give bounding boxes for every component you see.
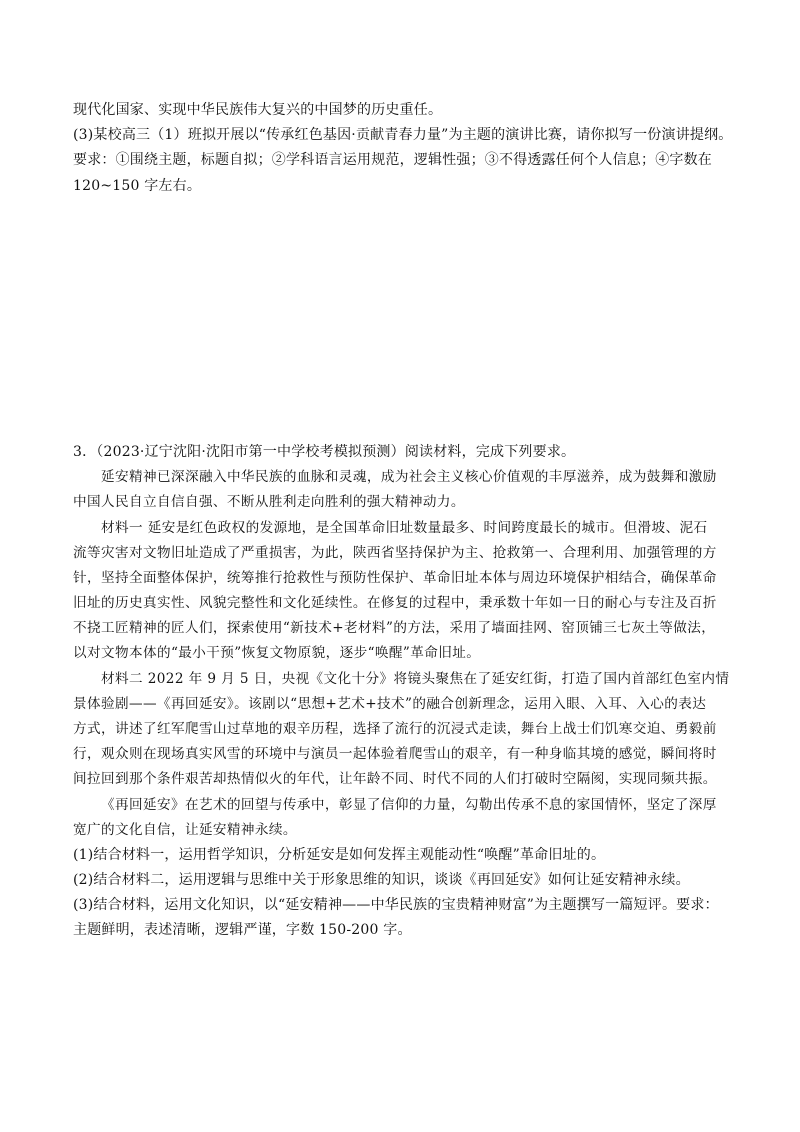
material-2-line: 间拉回到那个条件艰苦却热情似火的年代，让年龄不同、时代不同的人们打破时空隔阂，实现同频共振。	[73, 771, 717, 787]
material-2-line: 行，观众则在现场真实风雪的环境中与演员一起体验着爬雪山的艰辛，有一种身临其境的感觉，瞬间将时	[73, 746, 717, 762]
material-2-line: 材料二 2022 年 9 月 5 日，央视《文化十分》将镜头聚焦在了延安红街，打造了国内首部红色室内情	[101, 671, 730, 687]
requirements-line: 120~150 字左右。	[73, 178, 202, 194]
question-part-3: (3)某校高三（1）班拟开展以“传承红色基因·贡献青春力量”为主题的演讲比赛，请你拟写一份演讲提纲。	[73, 127, 733, 143]
summary-line: 宽广的文化自信，让延安精神永续。	[73, 822, 297, 838]
requirements-line: 要求：①围绕主题，标题自拟；②学科语言运用规范，逻辑性强；③不得透露任何个人信息；④字数在	[73, 152, 712, 168]
intro-line: 延安精神已深深融入中华民族的血脉和灵魂，成为社会主义核心价值观的丰厚滋养，成为鼓舞和激励	[101, 469, 717, 485]
task-2: (2)结合材料二，运用逻辑与思维中关于形象思维的知识，谈谈《再回延安》如何让延安精神永续。	[73, 872, 690, 888]
material-2-line: 景体验剧——《再回延安》。该剧以“思想+艺术+技术”的融合创新理念，运用入眼、入耳、入心的表达	[73, 696, 707, 712]
material-1-line: 材料一 延安是红色政权的发源地，是全国革命旧址数量最多、时间跨度最长的城市。但滑坡、泥石	[101, 520, 708, 536]
task-1: (1)结合材料一，运用哲学知识，分析延安是如何发挥主观能动性“唤醒”革命旧址的。	[73, 847, 606, 863]
task-3-requirements: 主题鲜明，表述清晰，逻辑严谨，字数 150-200 字。	[73, 922, 412, 938]
intro-line: 中国人民自立自信自强、不断从胜利走向胜利的强大精神动力。	[73, 494, 465, 510]
question-3-header: 3．（2023·辽宁沈阳·沈阳市第一中学校考模拟预测）阅读材料，完成下列要求。	[73, 444, 576, 460]
material-1-line: 针，坚持全面整体保护，统筹推行抢救性与预防性保护、革命旧址本体与周边环境保护相结合，确保革命	[73, 570, 717, 586]
summary-line: 《再回延安》在艺术的回望与传承中，彰显了信仰的力量，勾勒出传承不息的家国情怀，坚定了深厚	[101, 797, 717, 813]
material-1-line: 旧址的历史真实性、风貌完整性和文化延续性。在修复的过程中，秉承数十年如一日的耐心与专注及百折	[73, 595, 717, 611]
material-1-line: 流等灾害对文物旧址造成了严重损害，为此，陕西省坚持保护为主、抢救第一、合理利用、加强管理的方	[73, 545, 717, 561]
material-1-line: 以对文物本体的“最小干预”恢复文物原貌，逐步“唤醒”革命旧址。	[73, 645, 481, 661]
material-1-line: 不挠工匠精神的匠人们，探索使用“新技术+老材料”的方法，采用了墙面挂网、窑顶铺三七灰土等做法，	[73, 620, 716, 636]
text-line: 现代化国家、实现中华民族伟大复兴的中国梦的历史重任。	[73, 102, 443, 118]
material-2-line: 方式，讲述了红军爬雪山过草地的艰辛历程，选择了流行的沉浸式走读，舞台上战士们饥寒交迫、勇毅前	[73, 721, 717, 737]
task-3: (3)结合材料，运用文化知识，以“延安精神——中华民族的宝贵精神财富”为主题撰写一篇短评。要求：	[73, 897, 719, 913]
